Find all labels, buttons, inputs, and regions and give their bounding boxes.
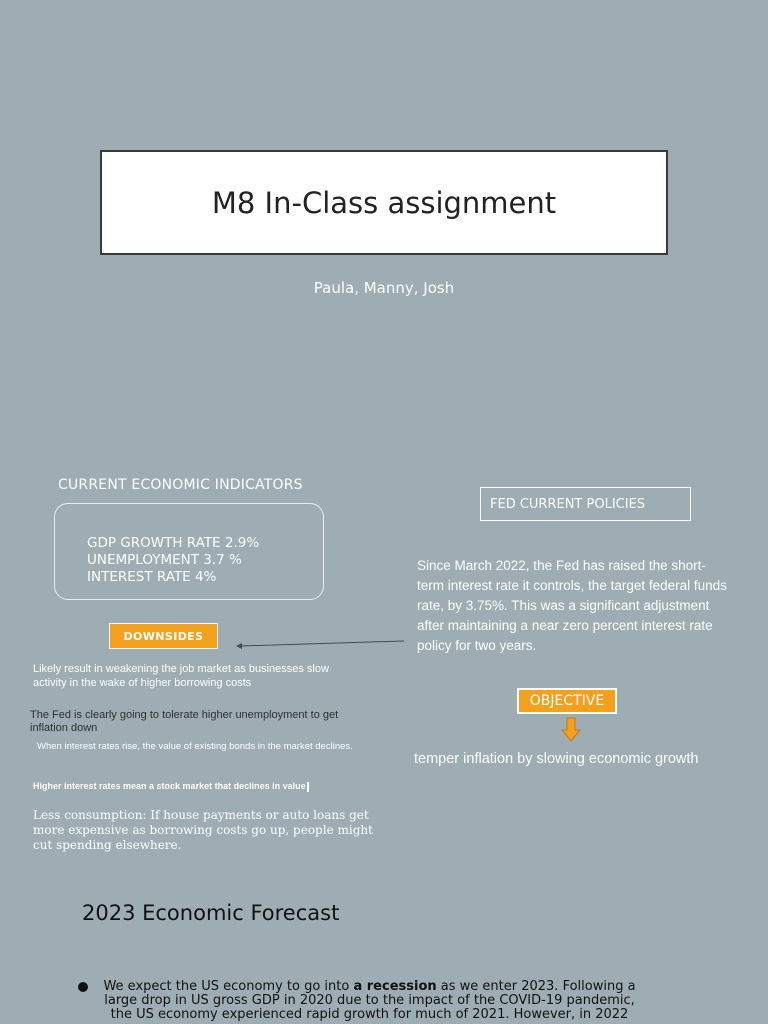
indicators-heading: CURRENT ECONOMIC INDICATORS [58, 477, 303, 493]
title-slide-box [100, 150, 668, 255]
fed-policies-text: Since March 2022, the Fed has raised the short-term interest rate it controls, the target federal funds rate, by 3.75%. This was a significant adjustment after maintaining a near zero percent interest rate policy for two years. [417, 558, 727, 653]
downside-point-1: Likely result in weakening the job market as businesses slow activity in the wake of higher borrowing costs [33, 663, 329, 689]
downside-point-4-text: Higher interest rates mean a stock market that declines in value [33, 781, 306, 791]
forecast-text-end: as we enter 2023. Following a large drop in US gross GDP in 2020 due to the impact of the COVID-19 pandemic, the US economy experienced rapid growth for much of 2021. However, in 2022 [104, 979, 636, 1022]
down-arrow-icon [561, 717, 581, 743]
downside-point-5: Less consumption: If house payments or auto loans get more expensive as borrowing costs go up, people might cut spending elsewhere. [33, 808, 373, 852]
forecast-text-bold: a recession [353, 979, 437, 994]
forecast-paragraph [97, 980, 642, 1022]
connector-arrow-icon [228, 636, 408, 652]
downsides-label: DOWNSIDES [109, 623, 218, 649]
authors: Paula, Manny, Josh [313, 279, 455, 297]
objective-text: temper inflation by slowing economic growth [414, 751, 699, 767]
forecast-title: 2023 Economic Forecast [82, 901, 340, 925]
forecast-text-start: We expect the US economy to go into [103, 979, 354, 994]
indicator-interest-rate: INTEREST RATE 4% [87, 569, 217, 585]
indicator-unemployment: UNEMPLOYMENT 3.7 % [87, 552, 242, 568]
indicator-gdp: GDP GROWTH RATE 2.9% [87, 535, 260, 551]
objective-label: OBJECTIVE [517, 688, 617, 714]
slide-title: M8 In-Class assignment [211, 185, 557, 220]
downside-point-4 [33, 781, 309, 792]
text-cursor [307, 782, 309, 792]
indicators-box [54, 503, 324, 600]
downside-point-2: The Fed is clearly going to tolerate higher unemployment to get inflation down [30, 709, 339, 734]
downside-point-3: When interest rates rise, the value of existing bonds in the market declines. [37, 741, 353, 752]
bullet-icon [78, 982, 88, 992]
fed-policies-heading: FED CURRENT POLICIES [480, 487, 691, 521]
